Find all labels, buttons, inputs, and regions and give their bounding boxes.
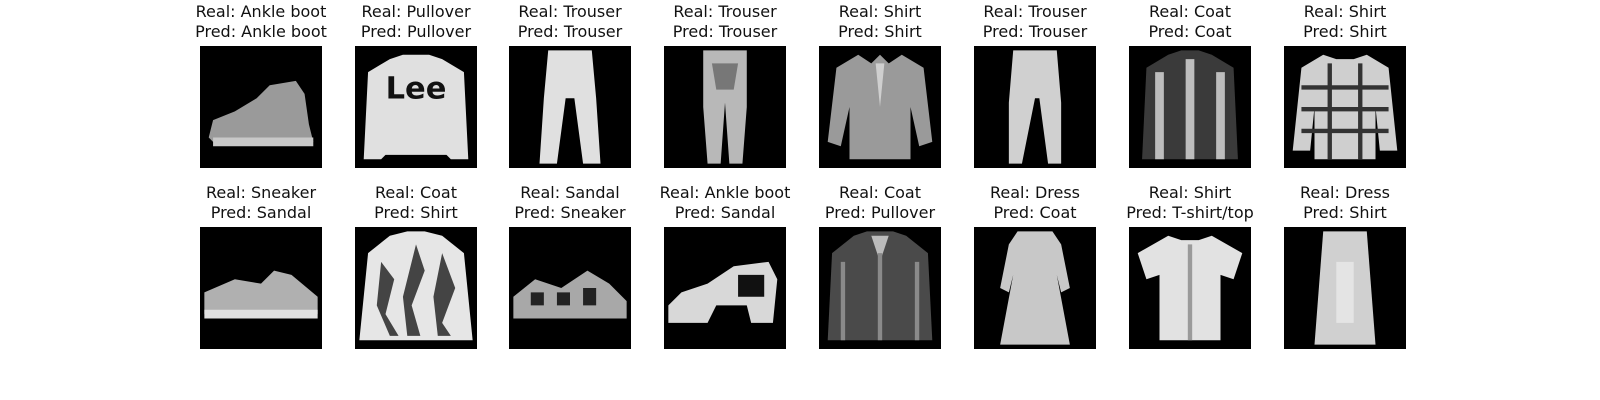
pullover-icon <box>355 46 477 168</box>
trouser-icon <box>664 46 786 168</box>
pred-label: Pred: Trouser <box>982 22 1088 41</box>
pred-label: Pred: Coat <box>1148 22 1232 41</box>
real-label: Real: Trouser <box>983 2 1087 21</box>
sample-image <box>509 227 631 349</box>
sample-image <box>200 46 322 168</box>
pred-label: Pred: T-shirt/top <box>1126 203 1254 222</box>
pred-label: Pred: Trouser <box>517 22 623 41</box>
pred-label: Pred: Pullover <box>360 22 472 41</box>
pred-label: Pred: Sandal <box>674 203 776 222</box>
shirt-icon <box>819 46 941 168</box>
pred-label: Pred: Shirt <box>1303 203 1387 222</box>
real-label: Real: Dress <box>989 183 1081 202</box>
coat-icon <box>355 227 477 349</box>
real-label: Real: Pullover <box>361 2 471 21</box>
sample-image <box>1129 227 1251 349</box>
sneaker-icon <box>200 227 322 349</box>
sample-image <box>819 227 941 349</box>
sample-2-8 <box>1265 183 1425 349</box>
pred-label: Pred: Sneaker <box>514 203 626 222</box>
pred-label: Pred: Shirt <box>838 22 922 41</box>
real-label: Real: Sneaker <box>205 183 317 202</box>
sample-2-1 <box>181 183 341 349</box>
sample-image <box>200 227 322 349</box>
real-label: Real: Coat <box>838 183 921 202</box>
sandal-icon <box>509 227 631 349</box>
pred-label: Pred: Trouser <box>672 22 778 41</box>
pred-label: Pred: Shirt <box>374 203 458 222</box>
pred-label: Pred: Sandal <box>210 203 312 222</box>
real-label: Real: Coat <box>1148 2 1231 21</box>
ankle-boot-icon <box>664 227 786 349</box>
dress-icon <box>974 227 1096 349</box>
trouser-icon <box>974 46 1096 168</box>
real-label: Real: Dress <box>1299 183 1391 202</box>
real-label: Real: Coat <box>374 183 457 202</box>
sample-image <box>664 227 786 349</box>
sample-1-7 <box>1110 2 1270 168</box>
sample-image <box>1129 46 1251 168</box>
pred-label: Pred: Coat <box>993 203 1077 222</box>
real-label: Real: Ankle boot <box>195 2 327 21</box>
sample-image <box>664 46 786 168</box>
sample-image <box>355 227 477 349</box>
sample-1-2 <box>336 2 496 168</box>
sample-image <box>1284 46 1406 168</box>
trouser-icon <box>509 46 631 168</box>
sample-1-5 <box>800 2 960 168</box>
dress-icon <box>1284 227 1406 349</box>
pred-label: Pred: Shirt <box>1303 22 1387 41</box>
coat-icon <box>1129 46 1251 168</box>
print-text: Lee <box>385 71 447 107</box>
real-label: Real: Shirt <box>1148 183 1232 202</box>
sample-image <box>819 46 941 168</box>
sample-image <box>974 46 1096 168</box>
sample-image <box>974 227 1096 349</box>
sample-1-3 <box>490 2 650 168</box>
sample-1-4 <box>645 2 805 168</box>
ankle-boot-icon <box>200 46 322 168</box>
sample-1-1 <box>181 2 341 168</box>
real-label: Real: Shirt <box>838 2 922 21</box>
real-label: Real: Trouser <box>518 2 622 21</box>
tshirt-icon <box>1129 227 1251 349</box>
real-label: Real: Sandal <box>520 183 620 202</box>
sample-2-3 <box>490 183 650 349</box>
pred-label: Pred: Pullover <box>824 203 936 222</box>
sample-image <box>1284 227 1406 349</box>
sample-2-5 <box>800 183 960 349</box>
real-label: Real: Trouser <box>673 2 777 21</box>
sample-2-7 <box>1110 183 1270 349</box>
sample-2-4 <box>645 183 805 349</box>
coat-icon <box>819 227 941 349</box>
sample-image <box>355 46 477 168</box>
sample-image <box>509 46 631 168</box>
pred-label: Pred: Ankle boot <box>195 22 327 41</box>
plaid-shirt-icon <box>1284 46 1406 168</box>
sample-2-2 <box>336 183 496 349</box>
sample-2-6 <box>955 183 1115 349</box>
real-label: Real: Shirt <box>1303 2 1387 21</box>
sample-1-6 <box>955 2 1115 168</box>
sample-1-8 <box>1265 2 1425 168</box>
real-label: Real: Ankle boot <box>659 183 791 202</box>
